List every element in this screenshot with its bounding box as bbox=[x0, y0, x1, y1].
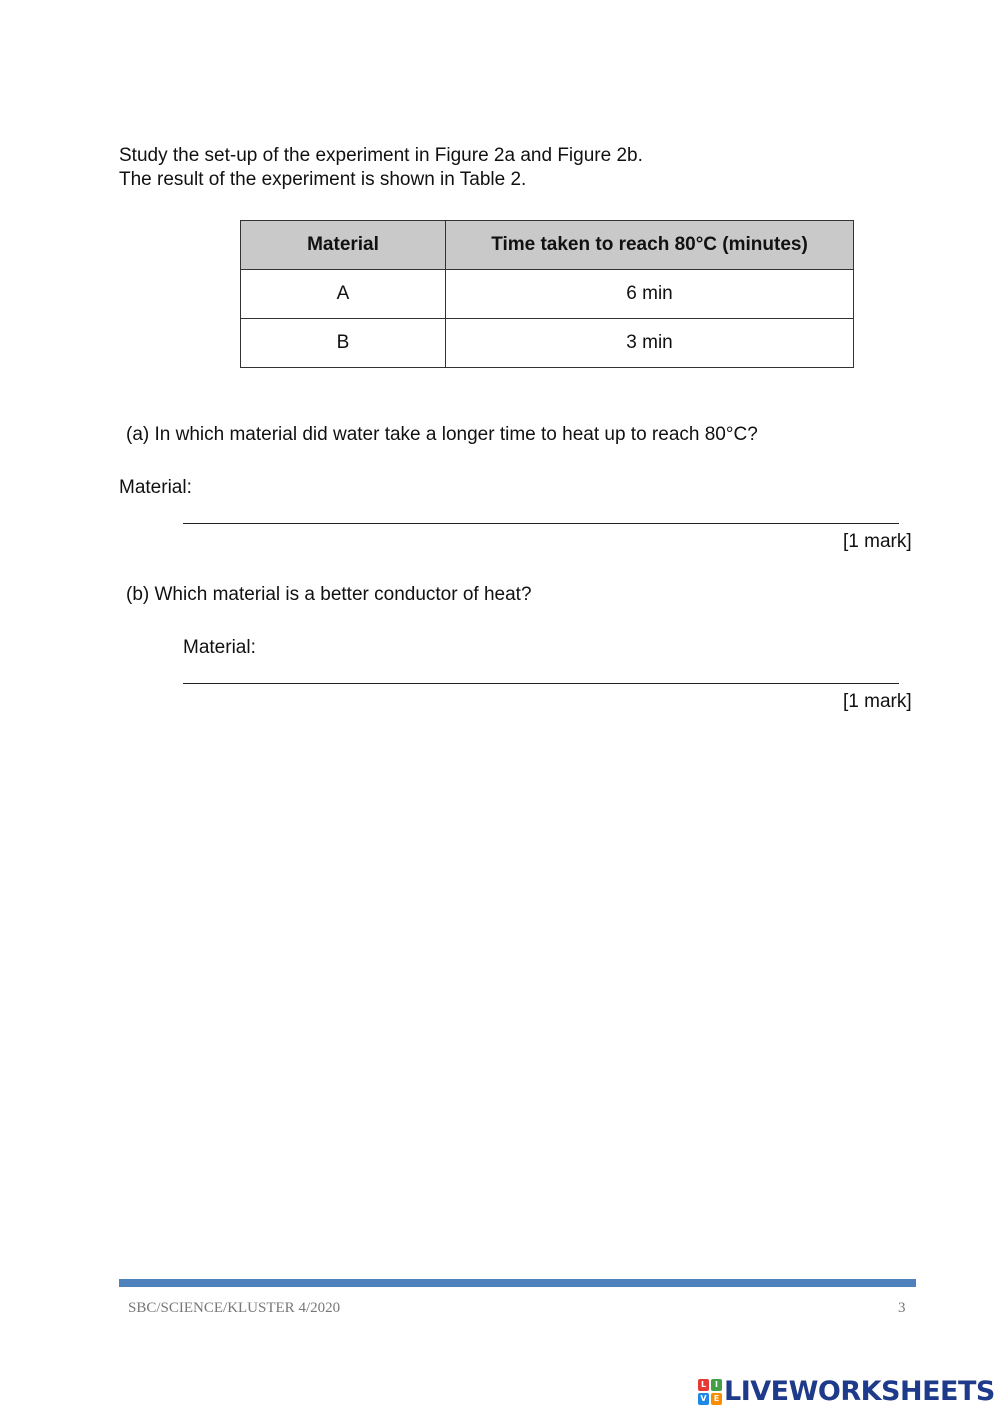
intro-line-1: Study the set-up of the experiment in Figure 2a and Figure 2b. bbox=[119, 145, 643, 166]
question-a-answer-line[interactable] bbox=[183, 523, 899, 524]
question-b-marks: [1 mark] bbox=[843, 691, 912, 712]
intro-text bbox=[119, 144, 643, 192]
intro-line-2: The result of the experiment is shown in Table 2. bbox=[119, 169, 527, 190]
cell-material: B bbox=[241, 319, 446, 368]
header-time: Time taken to reach 80°C (minutes) bbox=[446, 221, 854, 270]
question-a-marks: [1 mark] bbox=[843, 531, 912, 552]
footer-code: SBC/SCIENCE/KLUSTER 4/2020 bbox=[128, 1300, 341, 1316]
cell-material: A bbox=[241, 270, 446, 319]
question-b-text: (b) Which material is a better conductor of heat? bbox=[126, 584, 532, 605]
logo-letter: E bbox=[711, 1393, 722, 1405]
logo-letter: V bbox=[698, 1393, 709, 1405]
table-row bbox=[241, 270, 854, 319]
footer-bar bbox=[119, 1279, 916, 1287]
question-a-answer-label: Material: bbox=[119, 477, 192, 498]
cell-time: 6 min bbox=[446, 270, 854, 319]
results-table bbox=[240, 220, 854, 368]
table-header-row bbox=[241, 221, 854, 270]
liveworksheets-icon bbox=[698, 1379, 722, 1405]
page-number: 3 bbox=[898, 1300, 906, 1316]
logo-letter: I bbox=[711, 1379, 722, 1391]
liveworksheets-logo bbox=[698, 1376, 995, 1407]
header-material: Material bbox=[241, 221, 446, 270]
cell-time: 3 min bbox=[446, 319, 854, 368]
logo-text: LIVEWORKSHEETS bbox=[724, 1376, 995, 1407]
table-row bbox=[241, 319, 854, 368]
question-b-answer-line[interactable] bbox=[183, 683, 899, 684]
question-b-answer-label: Material: bbox=[183, 637, 256, 658]
logo-letter: L bbox=[698, 1379, 709, 1391]
question-a-text: (a) In which material did water take a longer time to heat up to reach 80°C? bbox=[126, 424, 758, 445]
